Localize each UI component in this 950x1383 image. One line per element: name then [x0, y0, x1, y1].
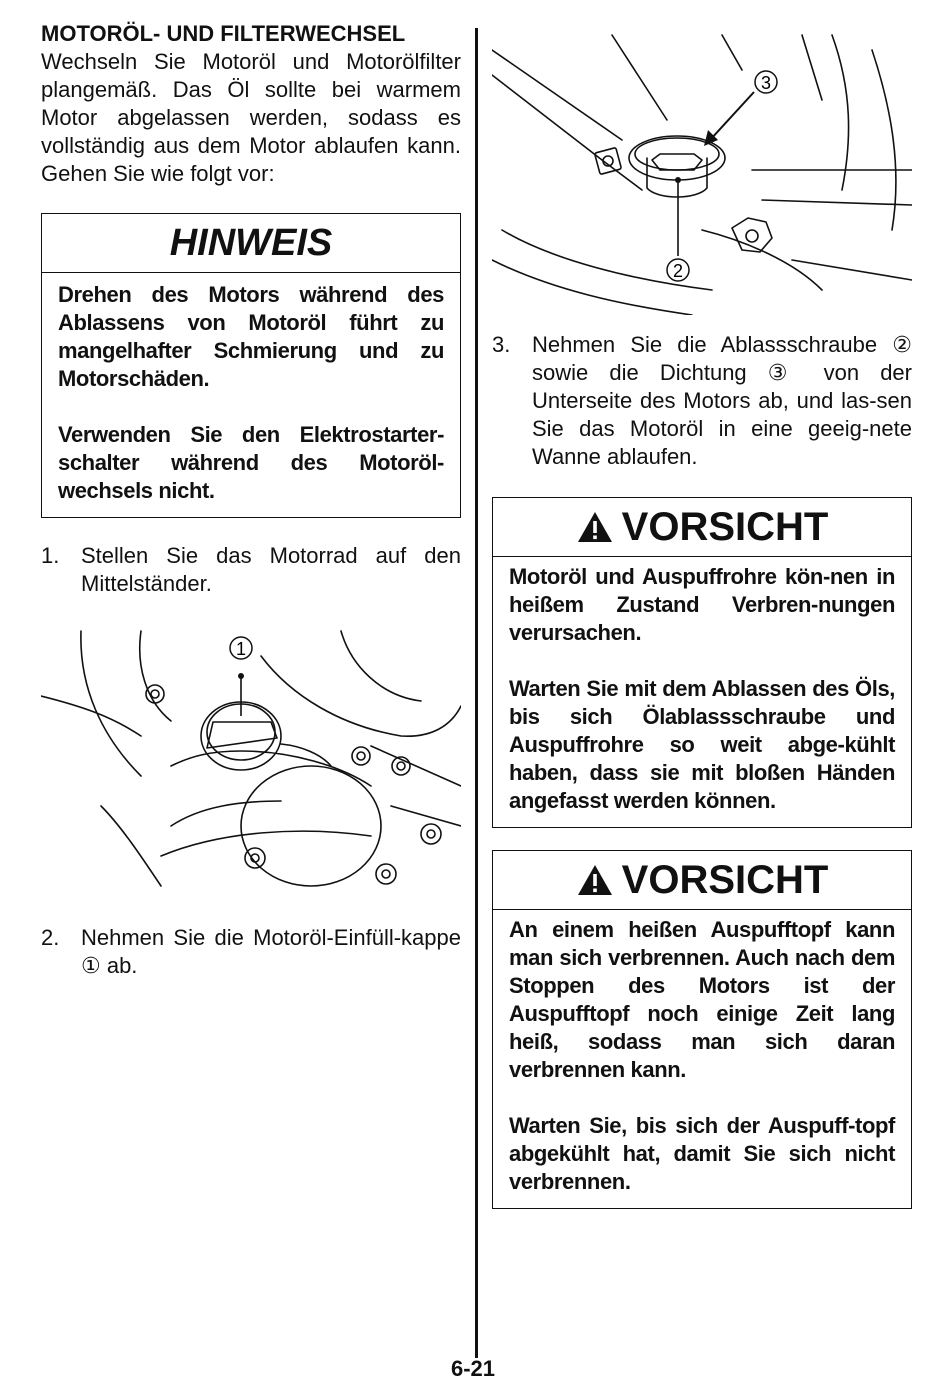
callout-label: 1	[235, 639, 247, 659]
notice-box	[41, 213, 461, 518]
caution-title	[493, 498, 911, 557]
page-number: 6-21	[451, 1356, 496, 1381]
caution-title-text: VORSICHT	[621, 858, 829, 902]
right-column	[492, 30, 912, 1209]
step-text: Stellen Sie das Motorrad auf den Mittelständer.	[81, 543, 461, 596]
caution-paragraph: Warten Sie, bis sich der Auspuff-topf abgekühlt hat, damit Sie sich nicht verbrennen.	[509, 1113, 895, 1194]
step-number: 1.	[41, 543, 60, 568]
step-text: Nehmen Sie die Ablassschraube ② sowie die Dichtung ③ von der Unterseite des Motors ab, und las-sen Sie das Motoröl in eine geeig-nete Wanne ablaufen.	[532, 332, 912, 469]
step-3	[492, 331, 912, 471]
caution-box	[492, 497, 912, 828]
caution-body	[493, 910, 911, 1208]
notice-body	[42, 273, 460, 517]
warning-triangle-icon	[576, 863, 614, 897]
callout-arrow	[710, 92, 754, 140]
warning-triangle-icon	[576, 510, 614, 544]
caution-title	[493, 851, 911, 910]
step-2	[41, 924, 461, 980]
section-heading: MOTORÖL- UND FILTERWECHSEL	[41, 21, 406, 46]
step-number: 2.	[41, 925, 60, 950]
step-number: 3.	[492, 332, 511, 357]
notice-paragraph: Verwenden Sie den Elektrostarter-schalter während des Motoröl-wechsels nicht.	[58, 422, 444, 503]
section-intro: Wechseln Sie Motoröl und Motorölfilter plangemäß. Das Öl sollte bei warmem Motor abgelassen werden, sodass es vollständig aus dem Motor ablaufen kann. Gehen Sie wie folgt vor:	[41, 49, 461, 186]
callout-label: 2	[672, 261, 684, 281]
caution-paragraph: An einem heißen Auspufftopf kann man sich verbrennen. Auch nach dem Stoppen des Motors ist der Auspufftopf noch einige Zeit lang heiß, sodass man sich daran verbrennen kann.	[509, 917, 895, 1082]
callout-label: 3	[760, 73, 772, 93]
drain-bolt-illustration	[492, 30, 912, 315]
caution-title-text: VORSICHT	[621, 505, 829, 549]
caution-body	[493, 557, 911, 827]
column-divider	[475, 28, 478, 1358]
caution-paragraph: Motoröl und Auspuffrohre kön-nen in heißem Zustand Verbren-nungen verursachen.	[509, 564, 895, 645]
oil-fill-cap-illustration	[41, 626, 461, 906]
step-1	[41, 542, 461, 598]
notice-paragraph: Drehen des Motors während des Ablassens von Motoröl führt zu mangelhafter Schmierung und zu Motorschäden.	[58, 282, 444, 391]
step-text: Nehmen Sie die Motoröl-Einfüll-kappe ① ab.	[81, 925, 461, 978]
caution-paragraph: Warten Sie mit dem Ablassen des Öls, bis sich Ölablassschraube und Auspuffrohre so weit abge-kühlt haben, dass sie mit bloßen Händen angefasst werden können.	[509, 676, 895, 813]
caution-box	[492, 850, 912, 1209]
left-column	[41, 20, 461, 980]
notice-title: HINWEIS	[42, 214, 460, 273]
